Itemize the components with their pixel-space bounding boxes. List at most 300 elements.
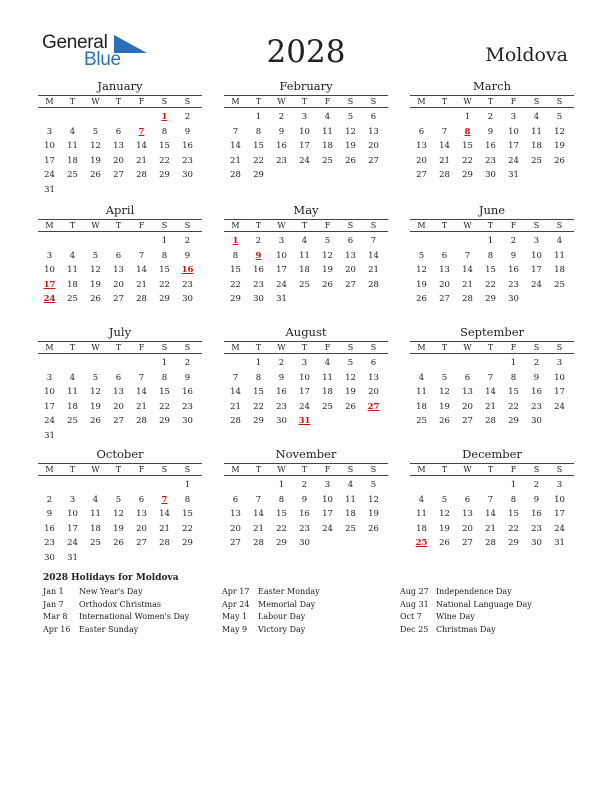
day-cell: 1 [487, 236, 494, 246]
day-cell: 22 [462, 155, 473, 166]
day-cell: 5 [347, 112, 354, 122]
day-cell: 21 [230, 401, 241, 412]
day-cell: 20 [113, 155, 124, 166]
day-cell: 26 [90, 416, 101, 427]
day-cell: 11 [322, 372, 333, 383]
holiday-date: May 1 [222, 612, 248, 622]
weekday-label: M [45, 465, 54, 474]
day-cell: 3 [69, 494, 76, 505]
holiday-name: Independence Day [436, 587, 512, 596]
day-cell: 15 [182, 509, 193, 520]
day-cell: 20 [439, 279, 450, 290]
day-cell: 19 [416, 279, 427, 290]
month-name: October [96, 447, 144, 461]
weekday-header [410, 219, 574, 232]
weekday-label: F [510, 221, 517, 230]
weekday-label: S [533, 221, 540, 230]
day-cell: 23 [276, 155, 287, 166]
holiday-item [43, 625, 213, 635]
day-cell: 2 [301, 480, 308, 490]
day-cell: 27 [113, 170, 124, 181]
day-cell: 19 [90, 279, 101, 290]
day-cell: 11 [345, 494, 356, 505]
day-cell: 27 [416, 170, 427, 181]
day-cell: 24 [554, 523, 565, 534]
day-cell: 25 [67, 170, 78, 181]
day-cell: 9 [184, 372, 191, 383]
day-cell: 25 [416, 416, 427, 427]
day-cell: 5 [556, 112, 563, 122]
day-cell: 13 [368, 372, 379, 383]
day-cell: 10 [322, 494, 333, 505]
day-cell: 30 [299, 538, 310, 549]
weekday-label: S [161, 343, 168, 352]
day-cell: 15 [230, 265, 241, 276]
day-cell: 24 [554, 401, 565, 412]
day-cell: 9 [184, 250, 191, 261]
day-cell: 24 [299, 155, 310, 166]
day-cell: 27 [368, 155, 379, 166]
day-cell: 17 [299, 141, 310, 152]
day-cell: 11 [554, 250, 565, 261]
day-cell: 5 [441, 494, 448, 505]
day-cell: 22 [230, 279, 241, 290]
day-cell: 21 [485, 523, 496, 534]
weekday-header [224, 341, 388, 354]
logo-general-text: General [42, 32, 108, 53]
day-cell: 1 [510, 480, 517, 490]
holiday-date: Dec 25 [400, 624, 429, 634]
day-cell: 18 [416, 401, 427, 412]
day-cell: 5 [441, 372, 448, 383]
weekday-label: T [441, 221, 448, 230]
day-cell: 15 [462, 141, 473, 152]
day-cell: 17 [299, 387, 310, 398]
weekday-label: S [556, 221, 563, 230]
weekday-label: S [184, 465, 191, 474]
day-cell: 20 [136, 523, 147, 534]
holiday-day-cell: 24 [43, 294, 56, 305]
day-cell: 28 [136, 416, 147, 427]
day-cell: 7 [487, 372, 494, 383]
day-cell: 30 [182, 416, 193, 427]
weekday-header [224, 95, 388, 108]
day-cell: 24 [531, 279, 542, 290]
weekday-label: S [161, 465, 168, 474]
weekday-label: S [370, 343, 377, 352]
holiday-date: Aug 27 [400, 587, 429, 596]
day-cell: 20 [368, 387, 379, 398]
day-cell: 26 [113, 538, 124, 549]
day-cell: 17 [554, 509, 565, 520]
holiday-day-cell: 1 [232, 236, 239, 246]
day-cell: 31 [554, 538, 565, 549]
day-cell: 5 [92, 250, 99, 261]
weekday-header [38, 95, 202, 108]
weekday-label: F [138, 343, 145, 352]
weekday-label: S [161, 97, 168, 106]
day-cell: 24 [67, 538, 78, 549]
weekday-label: T [115, 465, 122, 474]
day-cell: 5 [370, 480, 377, 490]
day-cell: 4 [301, 236, 308, 246]
day-cell: 4 [533, 112, 540, 122]
holiday-date: Oct 7 [400, 612, 422, 622]
weekday-label: W [463, 221, 472, 230]
day-cell: 28 [462, 294, 473, 305]
day-cell: 31 [508, 170, 519, 181]
month-january [38, 79, 202, 199]
weekday-label: S [370, 221, 377, 230]
day-cell: 27 [113, 294, 124, 305]
weekday-label: F [510, 97, 517, 106]
day-cell: 4 [347, 480, 354, 490]
day-cell: 8 [255, 372, 262, 383]
day-cell: 21 [485, 401, 496, 412]
day-cell: 14 [368, 250, 379, 261]
day-cell: 26 [368, 523, 379, 534]
holiday-name: Wine Day [436, 612, 475, 622]
day-cell: 6 [138, 494, 145, 505]
holiday-name: Easter Monday [258, 587, 320, 596]
day-cell: 23 [485, 155, 496, 166]
weekday-label: S [184, 97, 191, 106]
day-cell: 23 [253, 279, 264, 290]
weekday-label: T [69, 221, 76, 230]
day-cell: 21 [136, 401, 147, 412]
day-cell: 26 [322, 279, 333, 290]
day-cell: 25 [322, 155, 333, 166]
weekday-label: S [347, 97, 354, 106]
day-cell: 26 [345, 155, 356, 166]
day-cell: 19 [554, 141, 565, 152]
day-cell: 9 [278, 126, 285, 137]
day-cell: 25 [322, 401, 333, 412]
day-cell: 27 [230, 538, 241, 549]
weekday-label: M [231, 221, 240, 230]
day-cell: 8 [255, 126, 262, 137]
day-cell: 14 [439, 141, 450, 152]
weekday-label: S [184, 343, 191, 352]
day-cell: 17 [67, 523, 78, 534]
day-cell: 11 [416, 387, 427, 398]
day-cell: 21 [159, 523, 170, 534]
day-cell: 6 [232, 494, 239, 505]
weekday-label: T [255, 465, 262, 474]
day-cell: 23 [508, 279, 519, 290]
day-cell: 22 [485, 279, 496, 290]
day-cell: 8 [161, 250, 168, 261]
weekday-label: T [301, 221, 308, 230]
day-cell: 1 [278, 480, 285, 490]
day-cell: 30 [531, 416, 542, 427]
day-cell: 10 [554, 372, 565, 383]
weekday-label: M [45, 343, 54, 352]
day-cell: 2 [184, 236, 191, 246]
day-cell: 11 [67, 141, 78, 152]
holiday-item [400, 625, 570, 635]
holiday-date: Apr 24 [222, 599, 250, 609]
day-cell: 12 [90, 141, 101, 152]
day-cell: 1 [255, 112, 262, 122]
holiday-date: Jan 1 [43, 587, 64, 596]
day-cell: 10 [508, 126, 519, 137]
day-cell: 7 [487, 494, 494, 505]
weekday-label: S [370, 465, 377, 474]
weekday-label: S [347, 343, 354, 352]
weekday-label: T [441, 97, 448, 106]
day-cell: 2 [184, 358, 191, 368]
weekday-label: W [91, 221, 100, 230]
day-cell: 29 [508, 416, 519, 427]
logo-blue-text: Blue [84, 49, 121, 70]
weekday-label: M [231, 343, 240, 352]
day-cell: 25 [67, 294, 78, 305]
month-may [224, 203, 388, 323]
day-cell: 19 [345, 387, 356, 398]
weekday-label: F [510, 343, 517, 352]
day-cell: 30 [182, 294, 193, 305]
day-cell: 21 [439, 155, 450, 166]
day-cell: 21 [230, 155, 241, 166]
day-cell: 20 [416, 155, 427, 166]
day-cell: 10 [299, 372, 310, 383]
day-cell: 22 [182, 523, 193, 534]
holiday-item [43, 600, 213, 610]
weekday-label: M [417, 343, 426, 352]
month-december [410, 447, 574, 567]
month-september [410, 325, 574, 445]
day-cell: 8 [487, 250, 494, 261]
day-cell: 16 [253, 265, 264, 276]
weekday-label: W [277, 97, 286, 106]
day-cell: 18 [299, 265, 310, 276]
day-cell: 25 [345, 523, 356, 534]
day-cell: 3 [324, 480, 331, 490]
day-cell: 27 [462, 416, 473, 427]
weekday-label: W [463, 97, 472, 106]
day-cell: 8 [510, 494, 517, 505]
day-cell: 18 [322, 387, 333, 398]
day-cell: 16 [531, 387, 542, 398]
holiday-day-cell: 8 [464, 126, 471, 137]
holiday-date: May 9 [222, 624, 248, 634]
holiday-day-cell: 27 [367, 401, 380, 412]
day-cell: 13 [136, 509, 147, 520]
day-cell: 11 [531, 126, 542, 137]
weekday-label: F [324, 343, 331, 352]
day-cell: 19 [90, 401, 101, 412]
day-cell: 14 [485, 387, 496, 398]
weekday-label: T [301, 97, 308, 106]
weekday-header [38, 463, 202, 476]
day-cell: 28 [485, 538, 496, 549]
day-cell: 28 [136, 170, 147, 181]
day-cell: 11 [416, 509, 427, 520]
holiday-name: National Language Day [436, 599, 532, 609]
day-cell: 15 [485, 265, 496, 276]
holiday-name: Labour Day [258, 612, 306, 622]
holiday-name: Victory Day [258, 624, 306, 634]
weekday-label: W [463, 465, 472, 474]
weekday-label: S [370, 97, 377, 106]
year-title: 2028 [266, 34, 346, 70]
day-cell: 17 [531, 265, 542, 276]
month-march [410, 79, 574, 199]
weekday-header [38, 219, 202, 232]
day-cell: 30 [182, 170, 193, 181]
day-cell: 19 [322, 265, 333, 276]
day-cell: 26 [439, 416, 450, 427]
month-name: February [279, 79, 333, 93]
day-cell: 13 [439, 265, 450, 276]
day-cell: 31 [44, 185, 55, 195]
day-cell: 6 [418, 126, 425, 137]
weekday-label: F [138, 221, 145, 230]
day-cell: 26 [416, 294, 427, 305]
weekday-header [410, 341, 574, 354]
day-cell: 22 [159, 279, 170, 290]
weekday-label: M [45, 97, 54, 106]
day-cell: 4 [69, 250, 76, 261]
day-cell: 29 [230, 294, 241, 305]
day-cell: 16 [276, 141, 287, 152]
day-cell: 5 [115, 494, 122, 505]
weekday-label: T [441, 343, 448, 352]
day-cell: 29 [253, 416, 264, 427]
day-cell: 14 [485, 509, 496, 520]
weekday-label: T [301, 465, 308, 474]
month-july [38, 325, 202, 445]
day-cell: 10 [44, 265, 55, 276]
day-cell: 22 [159, 401, 170, 412]
month-name: December [462, 447, 522, 461]
day-cell: 11 [322, 126, 333, 137]
day-cell: 7 [464, 250, 471, 261]
day-cell: 2 [278, 358, 285, 368]
day-cell: 12 [90, 265, 101, 276]
day-cell: 2 [278, 112, 285, 122]
day-cell: 14 [230, 141, 241, 152]
day-cell: 25 [299, 279, 310, 290]
day-cell: 28 [159, 538, 170, 549]
day-cell: 14 [230, 387, 241, 398]
day-cell: 17 [508, 141, 519, 152]
day-cell: 2 [487, 112, 494, 122]
weekday-label: W [91, 97, 100, 106]
day-cell: 16 [276, 387, 287, 398]
day-cell: 9 [184, 126, 191, 137]
day-cell: 21 [136, 155, 147, 166]
day-cell: 16 [485, 141, 496, 152]
day-cell: 1 [464, 112, 471, 122]
day-cell: 21 [136, 279, 147, 290]
day-cell: 13 [416, 141, 427, 152]
weekday-header [410, 95, 574, 108]
day-cell: 5 [324, 236, 331, 246]
day-cell: 2 [533, 480, 540, 490]
day-cell: 25 [531, 155, 542, 166]
day-cell: 12 [439, 509, 450, 520]
holiday-item [222, 612, 392, 622]
day-cell: 10 [67, 509, 78, 520]
day-cell: 13 [113, 387, 124, 398]
day-cell: 6 [115, 372, 122, 383]
day-cell: 6 [370, 112, 377, 122]
day-cell: 15 [508, 509, 519, 520]
weekday-label: W [277, 465, 286, 474]
day-cell: 30 [485, 170, 496, 181]
day-cell: 7 [232, 126, 239, 137]
weekday-label: S [533, 465, 540, 474]
day-cell: 27 [439, 294, 450, 305]
day-cell: 21 [253, 523, 264, 534]
holiday-name: Memorial Day [258, 599, 316, 609]
weekday-label: T [115, 97, 122, 106]
day-cell: 12 [90, 387, 101, 398]
day-cell: 30 [531, 538, 542, 549]
holiday-day-cell: 25 [415, 538, 428, 549]
day-cell: 4 [324, 112, 331, 122]
day-cell: 17 [44, 155, 55, 166]
weekday-label: T [441, 465, 448, 474]
day-cell: 10 [276, 250, 287, 261]
weekday-label: T [255, 221, 262, 230]
weekday-label: T [115, 221, 122, 230]
month-april [38, 203, 202, 323]
day-cell: 1 [255, 358, 262, 368]
day-cell: 3 [46, 372, 53, 383]
day-cell: 29 [159, 416, 170, 427]
weekday-label: F [324, 465, 331, 474]
day-cell: 7 [138, 250, 145, 261]
day-cell: 25 [90, 538, 101, 549]
day-cell: 20 [113, 401, 124, 412]
weekday-label: M [417, 465, 426, 474]
day-cell: 1 [161, 358, 168, 368]
weekday-label: W [91, 465, 100, 474]
day-cell: 22 [253, 401, 264, 412]
day-cell: 8 [184, 494, 191, 505]
holiday-day-cell: 31 [298, 416, 311, 427]
holiday-item [222, 625, 392, 635]
day-cell: 24 [44, 170, 55, 181]
day-cell: 8 [510, 372, 517, 383]
day-cell: 7 [370, 236, 377, 246]
weekday-label: S [533, 97, 540, 106]
holiday-item [400, 612, 570, 622]
day-cell: 24 [322, 523, 333, 534]
day-cell: 10 [44, 141, 55, 152]
day-cell: 13 [345, 250, 356, 261]
holiday-name: Easter Sunday [79, 624, 139, 634]
day-cell: 11 [299, 250, 310, 261]
day-cell: 9 [533, 372, 540, 383]
weekday-label: S [184, 221, 191, 230]
weekday-label: M [231, 97, 240, 106]
day-cell: 19 [345, 141, 356, 152]
day-cell: 28 [253, 538, 264, 549]
weekday-label: M [417, 221, 426, 230]
day-cell: 3 [278, 236, 285, 246]
day-cell: 28 [368, 279, 379, 290]
day-cell: 4 [324, 358, 331, 368]
day-cell: 23 [531, 401, 542, 412]
weekday-label: W [463, 343, 472, 352]
day-cell: 17 [276, 265, 287, 276]
day-cell: 22 [508, 401, 519, 412]
month-name: January [97, 79, 143, 93]
